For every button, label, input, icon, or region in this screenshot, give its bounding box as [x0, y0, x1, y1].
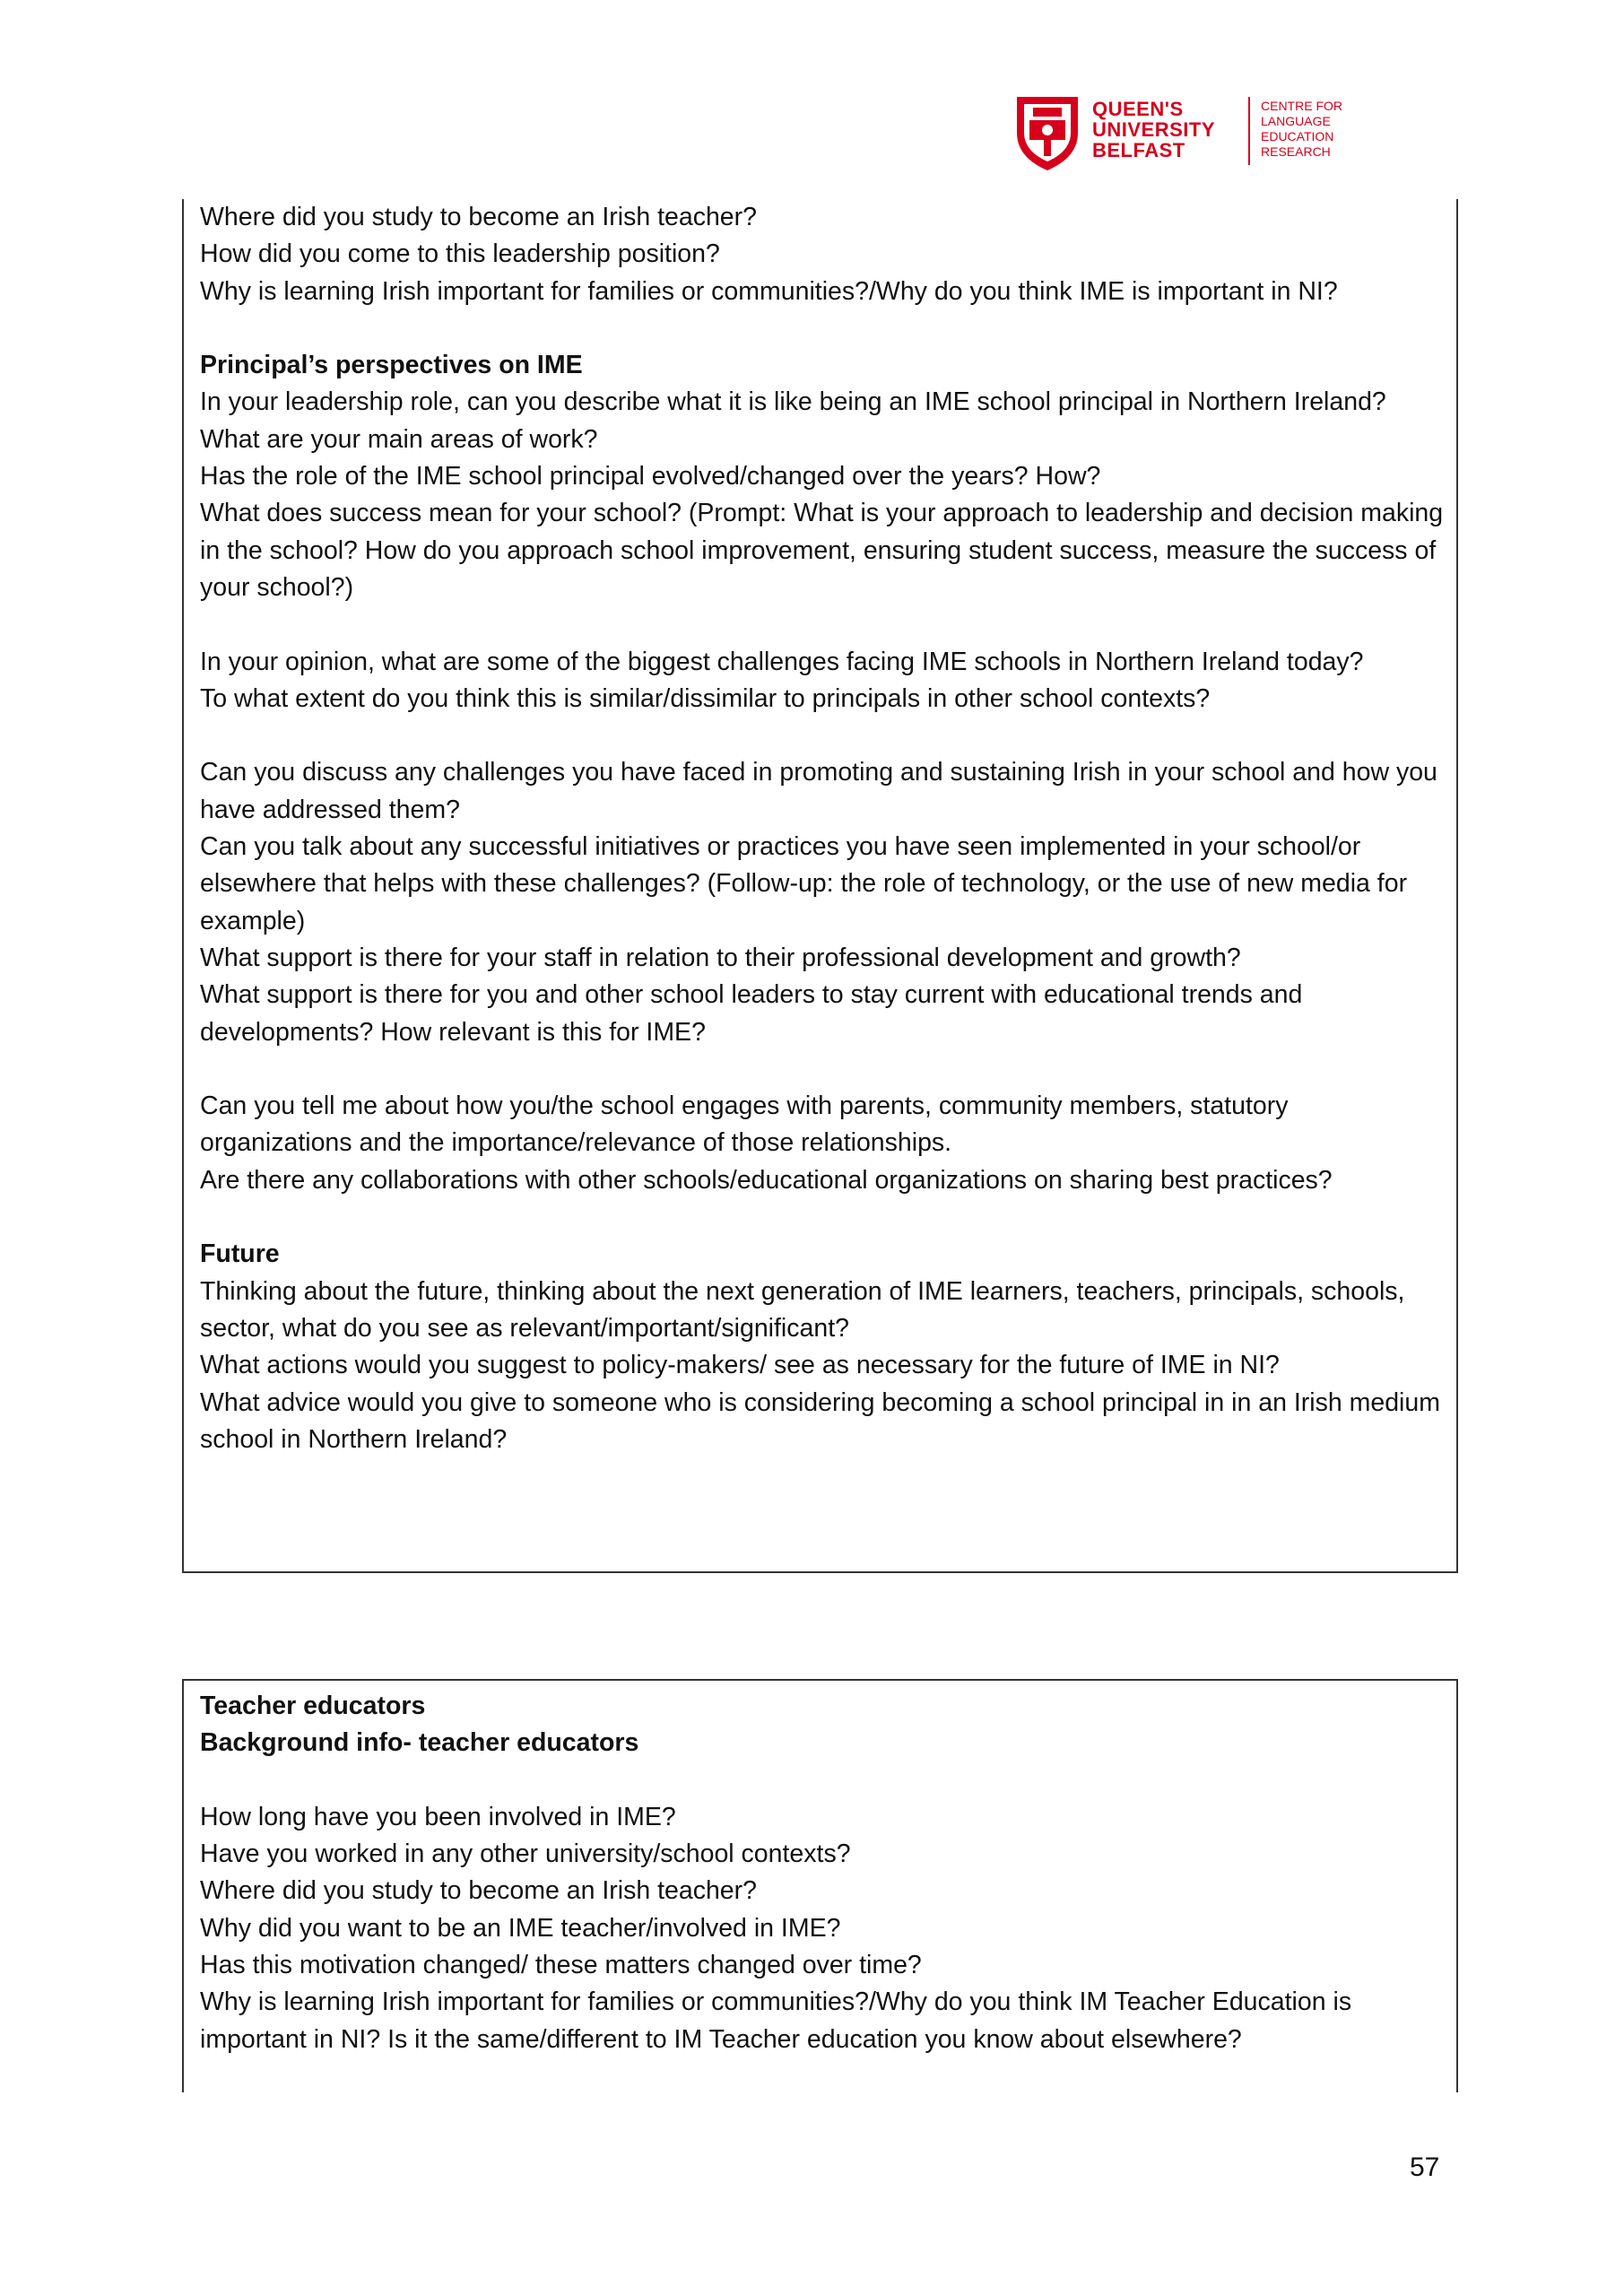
logo-centre-line: RESEARCH	[1261, 144, 1331, 159]
question-line: In your leadership role, can you describe what it is like being an IME school principal in Northern Ireland? What are your main areas of work?	[200, 387, 1394, 454]
spacer	[200, 718, 1444, 754]
university-crest-icon	[1013, 93, 1081, 172]
principal-questions	[200, 199, 1451, 1458]
spacer	[200, 1762, 1444, 1799]
question-line: Why is learning Irish important for families or communities?/Why do you think IM Teacher Education is important in NI? Is it the same/different to IM Teacher education you know about elsewhere?	[200, 1987, 1359, 2054]
principal-interview-box	[182, 199, 1458, 1573]
logo-university-line: QUEEN'S	[1092, 98, 1184, 120]
question-line: In your opinion, what are some of the biggest challenges facing IME schools in Northern Ireland today?	[200, 647, 1364, 676]
page-number: 57	[1410, 2152, 1440, 2182]
question-line: Where did you study to become an Irish teacher?	[200, 203, 758, 231]
teacher-educator-interview-box	[182, 1679, 1458, 2092]
question-line: Why is learning Irish important for families or communities?/Why do you think IME is important in NI?	[200, 276, 1338, 306]
question-line: Why did you want to be an IME teacher/involved in IME?	[200, 1913, 841, 1943]
section-heading: Teacher educators	[200, 1692, 426, 1720]
question-line: Can you discuss any challenges you have faced in promoting and sustaining Irish in your school and how you have addressed them?	[200, 758, 1445, 824]
question-line: What support is there for you and other school leaders to stay current with educational trends and developments? How relevant is this for IME?	[200, 980, 1310, 1047]
question-line: To what extent do you think this is similar/dissimilar to principals in other school contexts?	[200, 683, 1211, 713]
question-line: Has this motivation changed/ these matters changed over time?	[200, 1951, 922, 1980]
spacer	[200, 606, 1444, 643]
question-line: Have you worked in any other university/school contexts?	[200, 1839, 851, 1869]
question-line: What support is there for your staff in relation to their professional development and growth?	[200, 943, 1241, 972]
qub-cler-logo	[1013, 93, 1354, 172]
spacer	[200, 310, 1444, 347]
logo-centre-line: EDUCATION	[1261, 129, 1334, 144]
question-line: Are there any collaborations with other schools/educational organizations on sharing best practices?	[200, 1165, 1333, 1195]
logo-centre-line: CENTRE FOR	[1261, 99, 1342, 113]
question-line: What does success mean for your school? (Prompt: What is your approach to leadership and decision making in the school? How do you approach school improvement, ensuring student success, measure the success of your school?)	[200, 499, 1451, 602]
question-line: Can you talk about any successful initiatives or practices you have seen implemented in your school/or elsewhere that helps with these challenges? (Follow-up: the role of technology, or the use of new media for example)	[200, 832, 1414, 935]
spacer	[200, 1199, 1444, 1236]
question-line: Has the role of the IME school principal evolved/changed over the years? How?	[200, 462, 1101, 491]
logo-university-line: UNIVERSITY	[1092, 118, 1216, 141]
section-heading: Future	[200, 1239, 280, 1269]
spacer	[200, 1051, 1444, 1088]
question-line: Can you tell me about how you/the school engages with parents, community members, statutory organizations and the importance/relevance of those relationships.	[200, 1091, 1296, 1158]
section-heading: Principal’s perspectives on IME	[200, 351, 583, 380]
teacher-educator-questions	[200, 1688, 1444, 2058]
question-line: What actions would you suggest to policy-makers/ see as necessary for the future of IME in NI?	[200, 1351, 1280, 1380]
logo-university-line: BELFAST	[1092, 139, 1185, 161]
logo-centre-line: LANGUAGE	[1261, 114, 1331, 128]
question-line: Thinking about the future, thinking about the next generation of IME learners, teachers, principals, schools, sector, what do you see as relevant/important/significant?	[200, 1276, 1412, 1343]
question-line: How long have you been involved in IME?	[200, 1802, 676, 1831]
question-line: What advice would you give to someone who is considering becoming a school principal in in an Irish medium school in Northern Ireland?	[200, 1387, 1447, 1454]
question-line: Where did you study to become an Irish teacher?	[200, 1876, 758, 1906]
section-subheading: Background info- teacher educators	[200, 1728, 639, 1758]
question-line: How did you come to this leadership position?	[200, 239, 720, 269]
logo-divider	[1248, 97, 1250, 165]
